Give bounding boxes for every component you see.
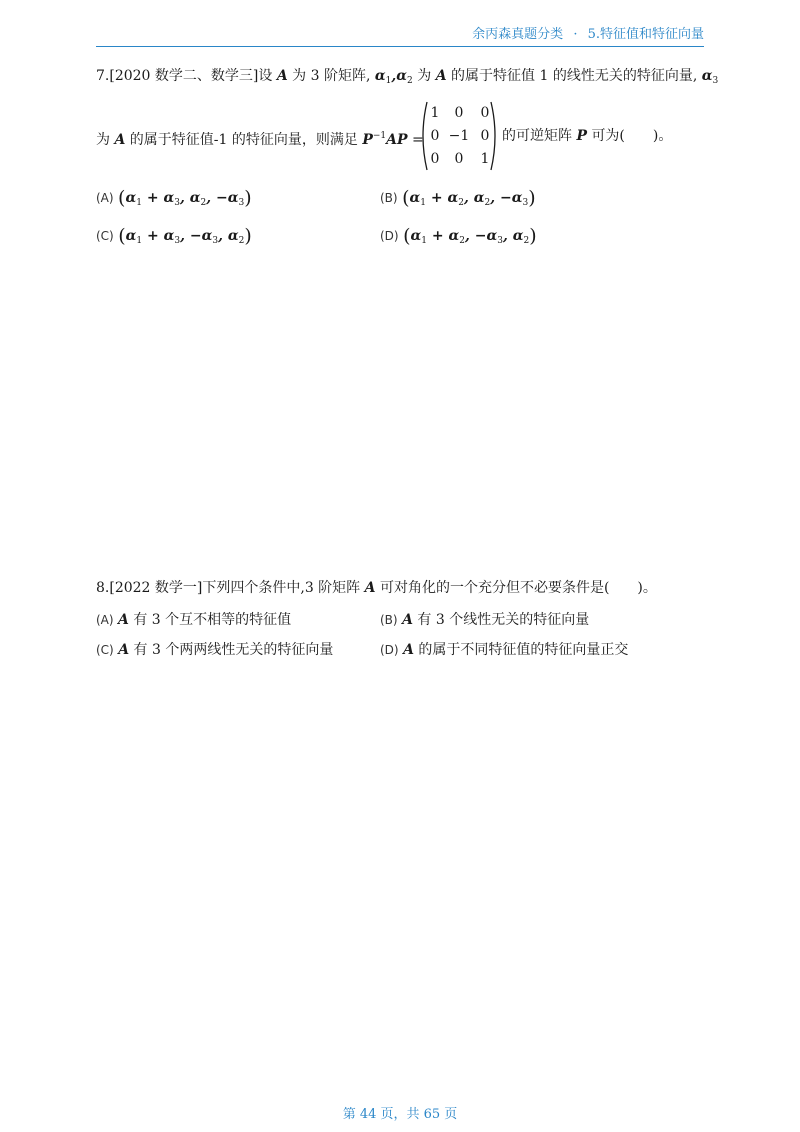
matrix-cell: 0 [480, 128, 490, 144]
q8-option-d[interactable] [380, 640, 628, 660]
page-footer: 第 44 页，共 65 页 [342, 1107, 458, 1122]
option-text: 有 3 个线性无关的特征向量 [417, 612, 590, 628]
option-text: 的属于不同特征值的特征向量正交 [418, 642, 629, 658]
q7-option-d[interactable] [380, 226, 537, 251]
option-vector: ($\alpha_1 + \alpha_2$, $\alpha_2$, $-\alpha_3$) [402, 187, 536, 209]
q7-stem-line2 [96, 126, 424, 150]
matrix-cell: 0 [454, 105, 464, 121]
option-label: (A) [96, 191, 114, 205]
matrix-cell: 1 [480, 151, 490, 167]
q8-stem [96, 578, 657, 598]
option-vector: ($\alpha_1 + \alpha_2$, $-\alpha_3$, $\alpha_2$) [403, 225, 537, 247]
q8-option-c[interactable] [96, 640, 333, 660]
section-title: 5.特征值和特征向量 [587, 27, 704, 42]
option-label: (C) [96, 643, 114, 657]
q7-number: 7. [96, 68, 110, 84]
inverse-product: $P^{-1}AP$ = [362, 131, 424, 148]
matrix-a-symbol: A [403, 642, 414, 658]
q7-option-c[interactable] [96, 226, 252, 251]
q7-option-b[interactable] [380, 188, 536, 213]
q8-source: [2022 数学一] [109, 580, 203, 596]
matrix-a-symbol: A [435, 68, 447, 84]
matrix-a-symbol: A [276, 68, 288, 84]
q7-source: [2020 数学二、数学三] [109, 68, 259, 84]
matrix-cell: 0 [430, 128, 440, 144]
option-vector: ($\alpha_1 + \alpha_3$, $\alpha_2$, $-\alpha_3$) [118, 187, 252, 209]
option-vector: ($\alpha_1 + \alpha_3$, $-\alpha_3$, $\alpha_2$) [118, 225, 252, 247]
q8-option-b[interactable] [380, 610, 589, 630]
matrix-a-symbol: A [402, 612, 413, 628]
q7-text: 为 [417, 68, 432, 84]
matrix-a-symbol: A [118, 642, 130, 658]
q8-text: 下列四个条件中,3 阶矩阵 [202, 580, 361, 596]
option-label: (B) [380, 613, 398, 627]
matrix-cell: 0 [454, 151, 464, 167]
matrix-a-symbol: A [118, 612, 129, 628]
q8-option-a[interactable] [96, 610, 291, 630]
q7-text: 设 [258, 68, 273, 84]
q7-stem-line2-tail [502, 126, 672, 146]
matrix-p-symbol: P [576, 128, 587, 144]
q7-text: 为 [96, 132, 110, 148]
matrix-cell: 0 [430, 151, 440, 167]
option-label: (C) [96, 229, 114, 243]
matrix-cell: −1 [448, 128, 470, 144]
q7-text: 为 3 阶矩阵, [292, 68, 371, 84]
option-text: 有 3 个互不相等的特征值 [133, 612, 292, 628]
matrix-display [418, 100, 500, 172]
header-separator: · [573, 27, 578, 42]
q7-stem-line1 [96, 66, 718, 91]
option-label: (D) [380, 643, 399, 657]
option-label: (B) [380, 191, 398, 205]
q8-number: 8. [96, 580, 110, 596]
option-label: (A) [96, 613, 114, 627]
alpha-1-2: $\alpha_1,\alpha_2$ [374, 68, 413, 86]
q7-option-a[interactable] [96, 188, 252, 213]
option-label: (D) [380, 229, 399, 243]
alpha-3: $\alpha_3$ [701, 68, 719, 86]
q7-text: 的属于特征值 1 的线性无关的特征向量, [451, 68, 698, 84]
matrix-cell: 0 [480, 105, 490, 121]
q7-text: 的属于特征值-1 的特征向量，则满足 [129, 132, 358, 148]
q7-text: 可为( )。 [591, 128, 673, 144]
book-title: 余丙森真题分类 [472, 27, 564, 42]
matrix-a-symbol: A [364, 580, 376, 596]
q8-text: 可对角化的一个充分但不必要条件是( )。 [379, 580, 657, 596]
matrix-cell: 1 [430, 105, 440, 121]
option-text: 有 3 个两两线性无关的特征向量 [133, 642, 334, 658]
q7-text: 的可逆矩阵 [502, 128, 572, 144]
matrix-a-symbol: A [114, 132, 126, 148]
page-header [96, 26, 704, 47]
